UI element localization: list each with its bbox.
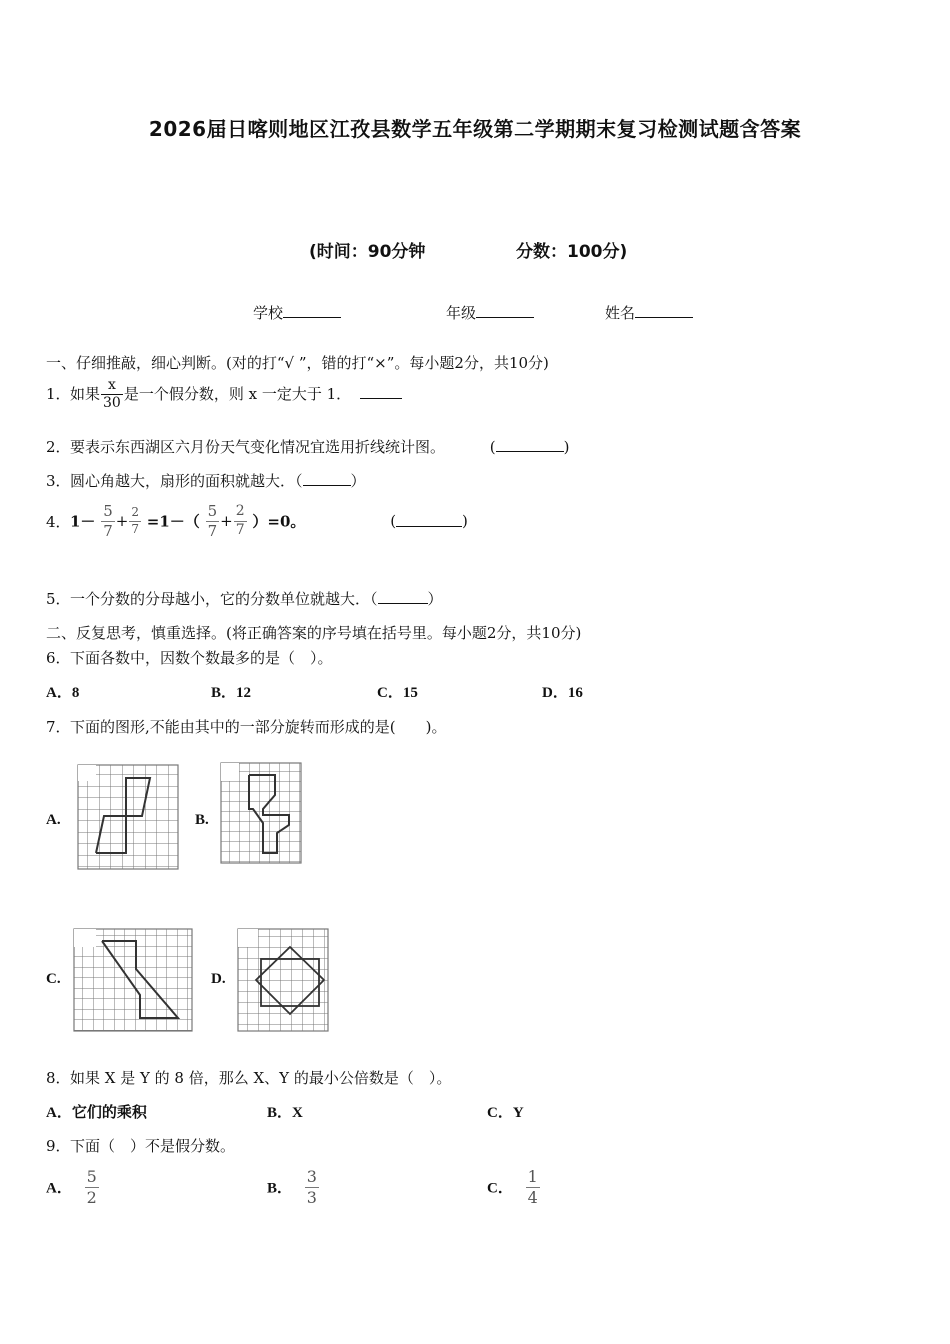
q7-option-b-label[interactable]: B. <box>195 812 209 828</box>
grade-field[interactable] <box>446 302 534 323</box>
answer-blank[interactable] <box>360 387 402 399</box>
question-9: 9．下面（ ）不是假分数。 <box>46 1137 236 1155</box>
q6-option-c[interactable]: C．15 <box>377 685 418 701</box>
exam-score: 分数：100分) <box>516 242 628 262</box>
page-title: 2026届日喀则地区江孜县数学五年级第二学期期末复习检测试题含答案 <box>148 117 802 141</box>
q6-option-b[interactable]: B．12 <box>211 685 252 701</box>
answer-blank[interactable] <box>396 515 462 527</box>
grade-label: 年级 <box>446 304 477 322</box>
q7-figure-d[interactable] <box>236 925 332 1035</box>
q7-figure-b[interactable] <box>219 761 305 867</box>
name-field[interactable] <box>605 302 693 323</box>
q7-option-d-label[interactable]: D. <box>211 971 226 987</box>
section-2-heading: 二、反复思考，慎重选择。(将正确答案的序号填在括号里。每小题2分，共10分) <box>46 624 582 642</box>
name-label: 姓名 <box>605 304 636 322</box>
fraction-x-30: $\frac{x}{30}$ <box>103 377 121 412</box>
q6-option-d[interactable]: D．16 <box>542 685 583 701</box>
question-8: 8．如果 X 是 Y 的 8 倍，那么 X、Y 的最小公倍数是（ ）。 <box>46 1069 452 1087</box>
answer-blank[interactable] <box>378 592 428 604</box>
school-label: 学校 <box>253 304 284 322</box>
question-3: 3．圆心角越大，扇形的面积就越大．（ ） <box>46 472 366 490</box>
question-5: 5．一个分数的分母越小，它的分数单位就越大．（ ） <box>46 590 443 608</box>
q7-option-c-label[interactable]: C. <box>46 971 61 987</box>
question-6: 6．下面各数中，因数个数最多的是（ ）。 <box>46 649 333 667</box>
q8-option-b[interactable]: B．X <box>267 1105 303 1121</box>
q6-option-a[interactable]: A．8 <box>46 685 80 701</box>
answer-blank[interactable] <box>496 440 564 452</box>
q8-option-a[interactable]: A．它们的乘积 <box>46 1105 147 1121</box>
school-field[interactable] <box>253 302 341 323</box>
q8-option-c[interactable]: C．Y <box>487 1105 524 1121</box>
answer-blank[interactable] <box>303 474 351 486</box>
question-4: 4．1－ $\frac{5}{7}$ + $\frac{2}{7}$ =1－（ $\frac{5}{7}$ + $\frac{2}{7}$ ）=0。 ( ) <box>46 502 468 540</box>
exam-time: (时间：90分钟 <box>309 242 426 262</box>
q7-figure-c[interactable] <box>72 925 196 1035</box>
q9-option-a[interactable]: A． $\frac{5}{2}$ <box>46 1167 97 1207</box>
section-1-heading: 一、仔细推敲，细心判断。(对的打“√ ”，错的打“×”。每小题2分，共10分) <box>46 354 549 372</box>
question-7: 7．下面的图形,不能由其中的一部分旋转而形成的是( )。 <box>46 718 447 736</box>
question-1: 1．如果 $\frac{x}{30}$ 是一个假分数，则 x 一定大于 1． <box>46 378 402 412</box>
q7-figure-a[interactable] <box>76 763 182 873</box>
question-2: 2．要表示东西湖区六月份天气变化情况宜选用折线统计图。 ( ) <box>46 438 570 456</box>
q9-option-b[interactable]: B． $\frac{3}{3}$ <box>267 1167 317 1207</box>
q7-option-a-label[interactable]: A. <box>46 812 61 828</box>
q9-option-c[interactable]: C． $\frac{1}{4}$ <box>487 1167 538 1207</box>
